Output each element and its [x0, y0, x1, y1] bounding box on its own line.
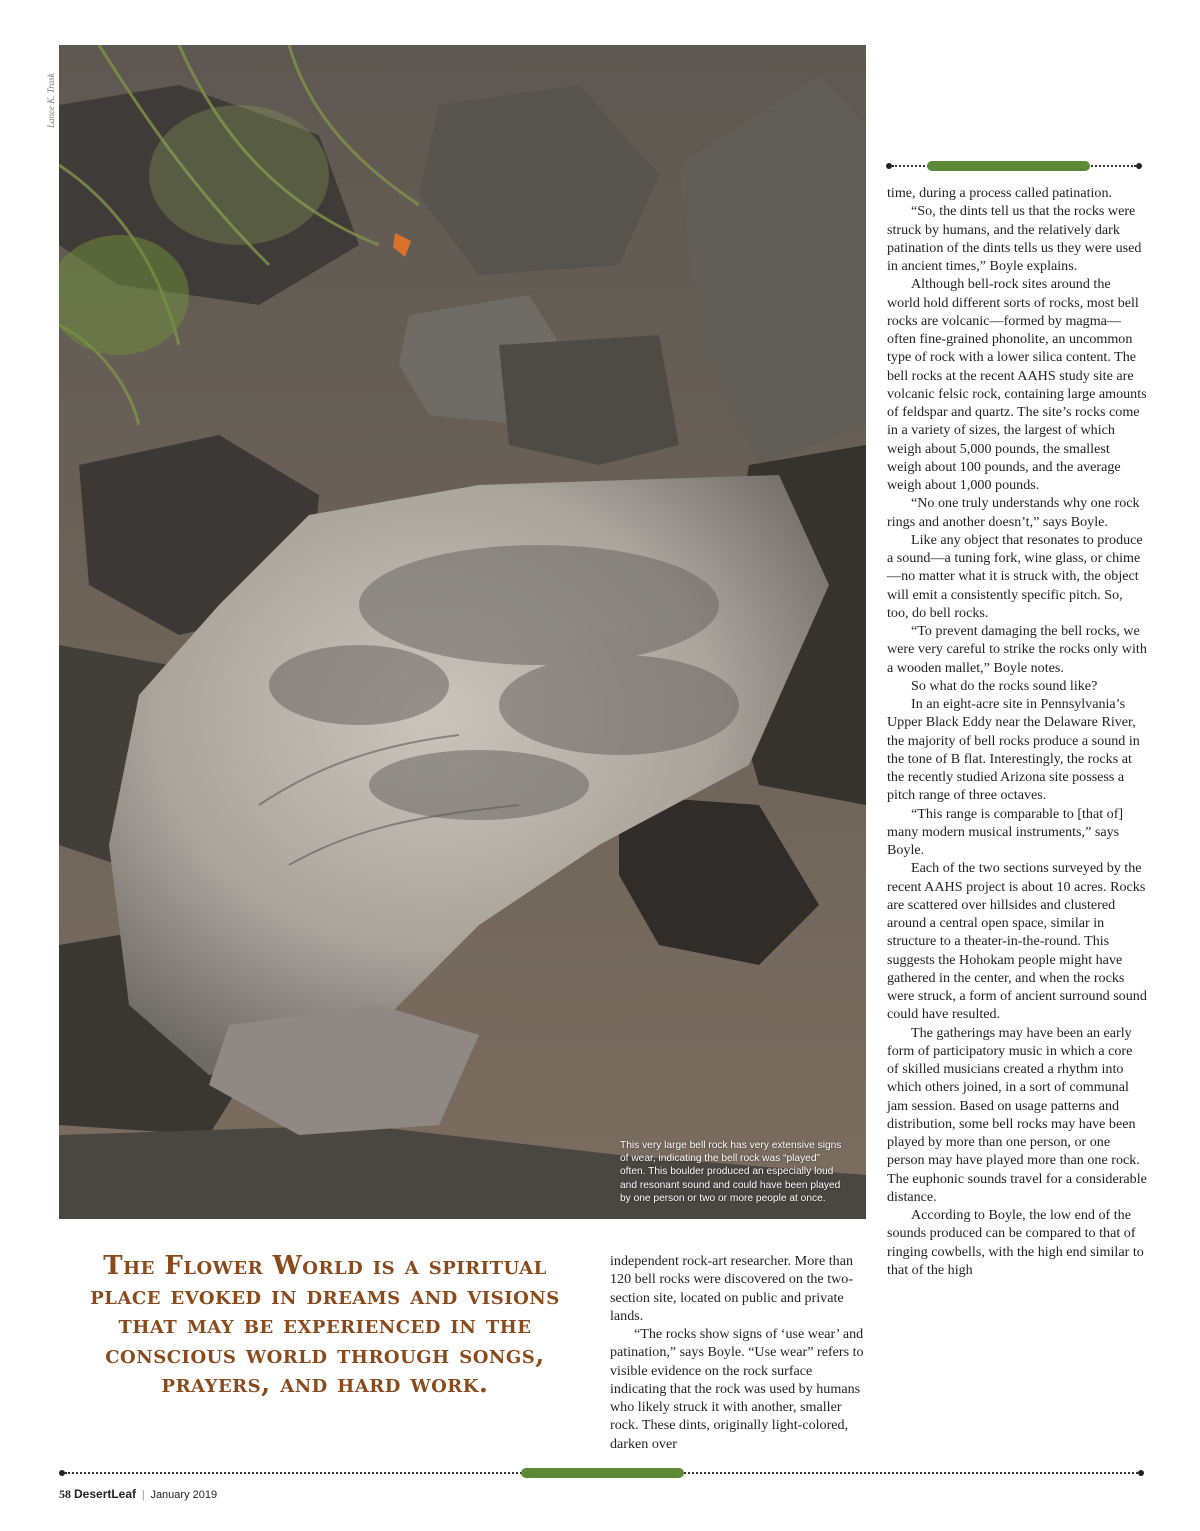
- top-divider: [886, 161, 1142, 171]
- bell-rock-photo: [59, 45, 866, 1219]
- page-footer: [59, 1487, 217, 1502]
- paragraph: time, during a process called patination.: [887, 185, 1113, 201]
- paragraph: Each of the two sections surveyed by the recent AAHS project is about 10 acres. Rocks are scattered over hillsides and clustered around a central open space, similar in structure to a theater-in-the-round. This suggests the Hohokam people might have gathered in the center, and when the rocks were struck, a form of ancient surround sound could have resulted.: [887, 860, 1147, 1023]
- right-column-body: [887, 184, 1147, 1279]
- paragraph: In an eight-acre site in Pennsylvania’s Upper Black Eddy near the Delaware River, the majority of bell rocks produce a sound in the tone of B flat. Interestingly, the rocks at the recently studied Arizona site possess a pitch range of three octaves.: [887, 696, 1140, 804]
- paragraph: Like any object that resonates to produce a sound—a tuning fork, wine glass, or chime—no matter what it is struck with, the object will emit a consistently specific pitch. So, too, do bell rocks.: [887, 531, 1143, 621]
- paragraph: Although bell-rock sites around the world hold different sorts of rocks, most bell rocks are volcanic—formed by magma—often fine-grained phonolite, an uncommon type of rock with a lower silica content. The bell rocks at the recent AAHS study site are volcanic felsic rock, containing large amounts of feldspar and quartz. The site’s rocks come in a variety of sizes, the largest of which weigh about 5,000 pounds, the smallest weigh about 100 pounds, and the average weigh about 1,000 pounds.: [887, 276, 1147, 493]
- photo-caption: This very large bell rock has very extensive signs of wear, indicating the bell rock was “played” often. This boulder produced an especially loud and resonant sound and could have been played by one person or two or more people at once.: [620, 1140, 842, 1204]
- photo-illustration: [59, 45, 866, 1219]
- paragraph: So what do the rocks sound like?: [911, 677, 1098, 694]
- green-accent-bar: [521, 1468, 684, 1478]
- paragraph: According to Boyle, the low end of the sounds produced can be compared to that of ringing cowbells, with the high end similar to that of the high: [887, 1207, 1144, 1278]
- bottom-divider: [59, 1468, 1144, 1478]
- paragraph: “To prevent damaging the bell rocks, we were very careful to strike the rocks only with a wooden mallet,” Boyle notes.: [887, 623, 1147, 676]
- paragraph: The gatherings may have been an early form of participatory music in which a core of skilled musicians created a rhythm into which others joined, in a sort of communal jam session. Based on usage patterns and distribution, some bell rocks may have been played by more than one person, or one person may have played more than one rock. The euphonic sounds travel for a considerable distance.: [887, 1024, 1147, 1205]
- paragraph: “No one truly understands why one rock rings and another doesn’t,” says Boyle.: [887, 495, 1140, 530]
- magazine-name: DesertLeaf: [74, 1487, 137, 1501]
- paragraph: independent rock-art researcher. More than 120 bell rocks were discovered on the two-section site, located on public and private lands.: [610, 1253, 854, 1324]
- paragraph: “This range is comparable to [that of] many modern musical instruments,” says Boyle.: [887, 805, 1124, 858]
- paragraph: “The rocks show signs of ‘use wear’ and patination,” says Boyle. “Use wear” refers to visible evidence on the rock surface indicating that the rock was used by humans who likely struck it with another, smaller rock. These dints, originally light-colored, darken over: [610, 1326, 864, 1452]
- green-accent-bar: [927, 161, 1090, 171]
- page-number: 58: [59, 1487, 71, 1501]
- footer-separator: |: [142, 1487, 145, 1501]
- paragraph: “So, the dints tell us that the rocks were struck by humans, and the relatively dark patination of the dints tells us they were used in ancient times,” Boyle explains.: [887, 203, 1142, 274]
- pull-quote: The Flower World is a spiritual place evoked in dreams and visions that may be experienced in the conscious world through songs, prayers, and hard work.: [90, 1251, 560, 1400]
- middle-column-body: [610, 1252, 867, 1453]
- photo-credit: Lance K. Trask: [46, 73, 56, 128]
- issue-date: January 2019: [150, 1489, 218, 1501]
